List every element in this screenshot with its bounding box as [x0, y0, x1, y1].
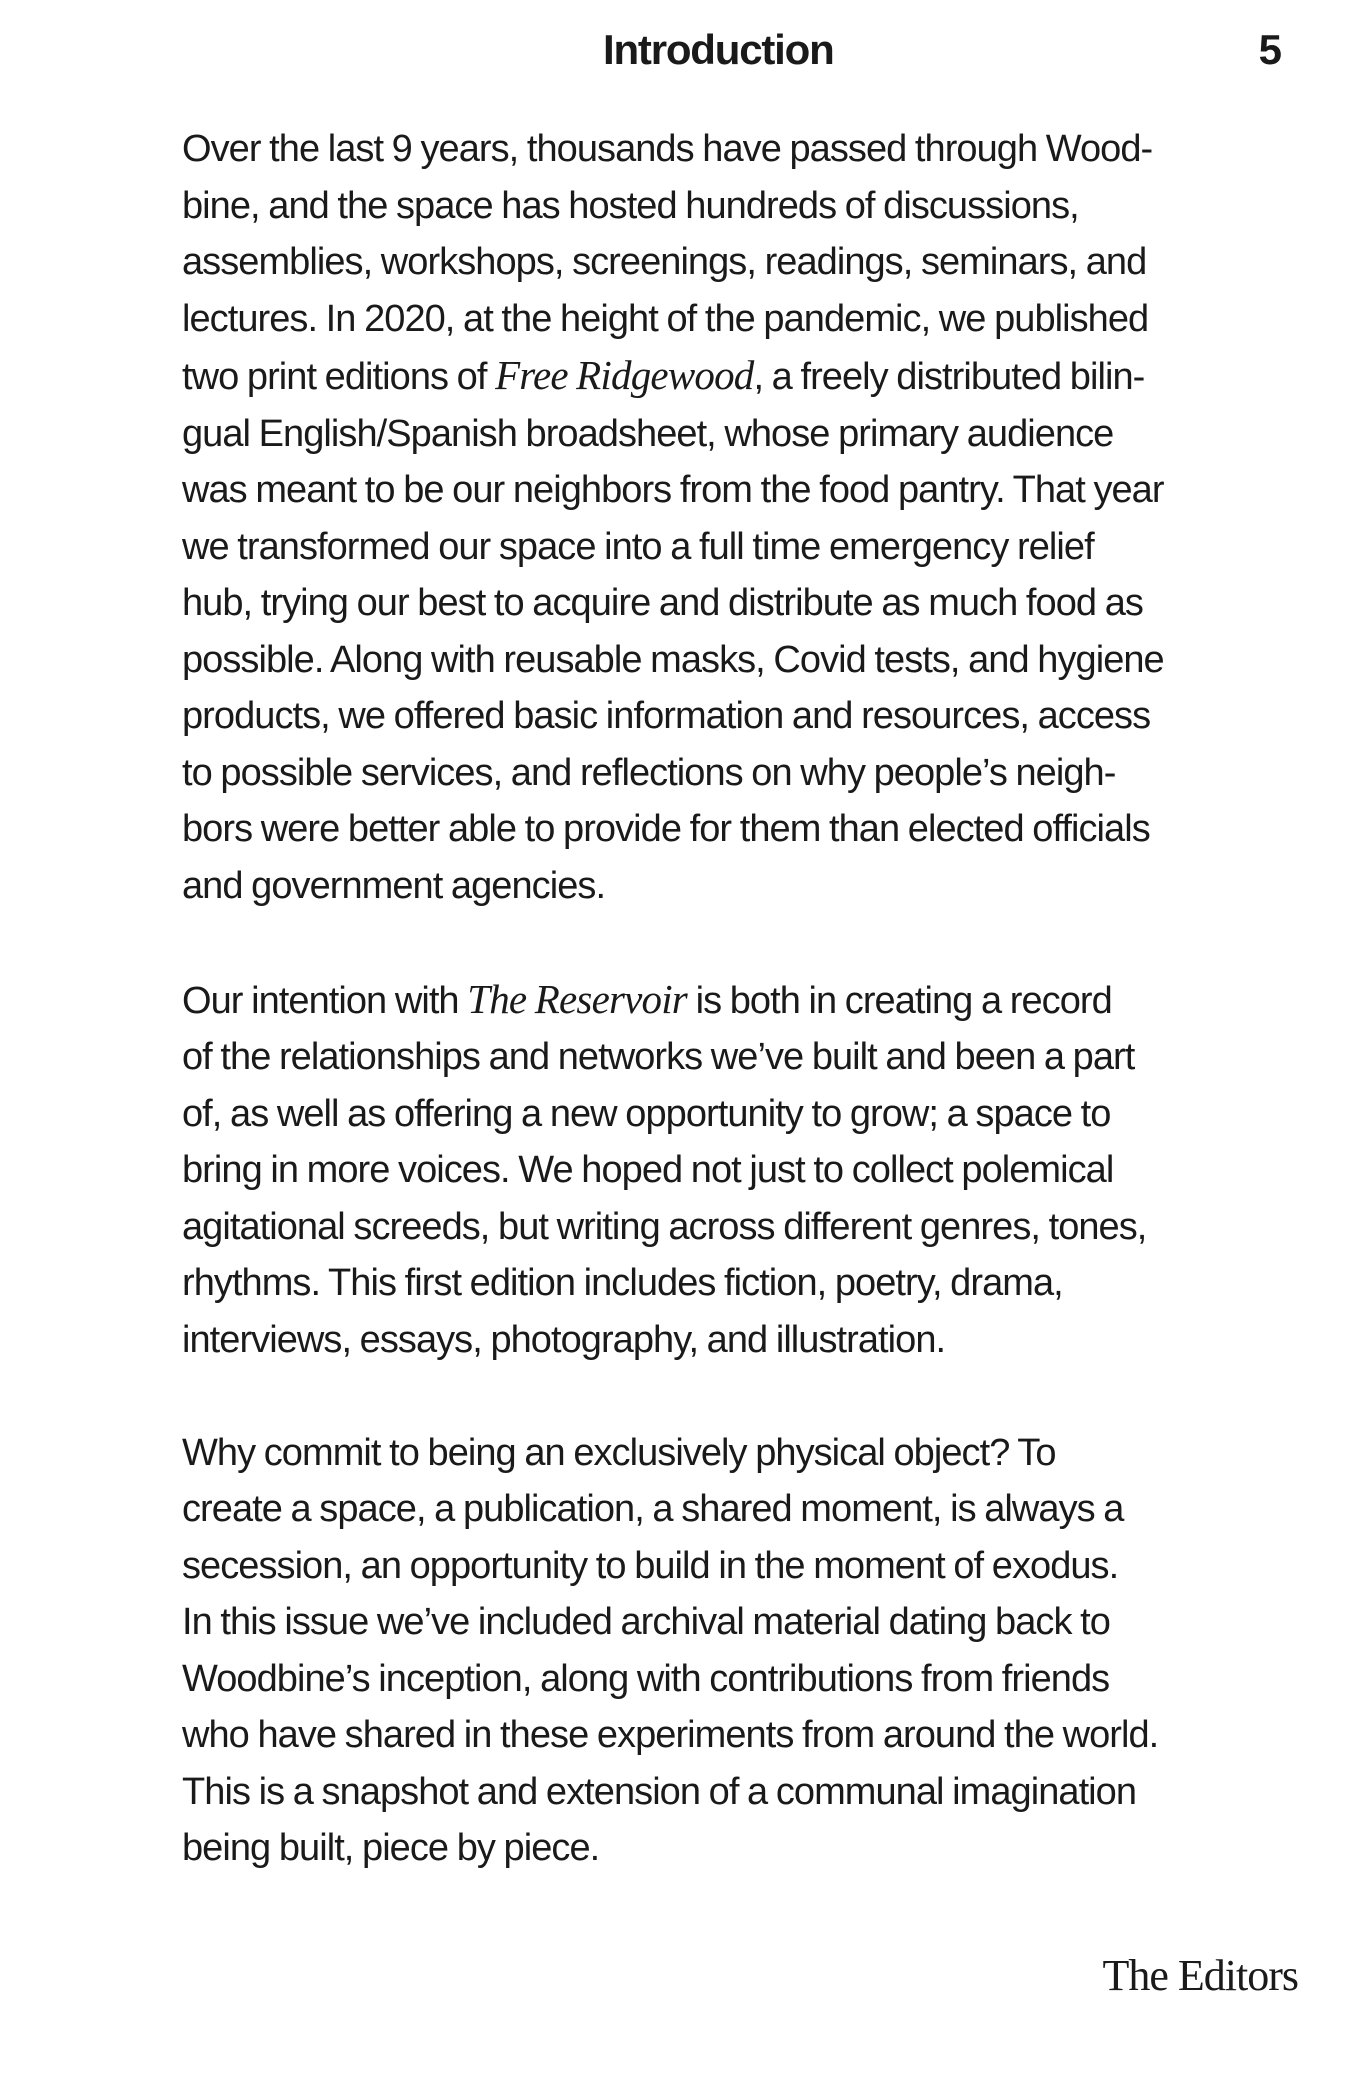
text-line: bine, and the space has hosted hundreds of discussions,	[182, 184, 1079, 227]
text-line: products, we offered basic information and resources, access	[182, 695, 1151, 737]
text-line: create a space, a publication, a shared moment, is always a	[182, 1488, 1124, 1530]
text-line: and government agencies.	[182, 864, 606, 907]
text-line: Woodbine’s inception, along with contributions from friends	[182, 1657, 1110, 1700]
line-text: is both in creating a record	[686, 979, 1112, 1022]
text-line: This is a snapshot and extension of a communal imagination	[182, 1770, 1137, 1813]
signature: The Editors	[1102, 1951, 1298, 2000]
text-line	[182, 971, 1302, 1030]
text-line: rhythms. This first edition includes fiction, poetry, drama,	[182, 1262, 1063, 1304]
text-line: bring in more voices. We hoped not just to collect polemical	[182, 1149, 1114, 1191]
text-line: interviews, essays, photography, and illustration.	[182, 1318, 946, 1361]
text-line: Why commit to being an exclusively physical object? To	[182, 1431, 1056, 1474]
text-line: gual English/Spanish broadsheet, whose primary audience	[182, 412, 1114, 455]
text-line: who have shared in these experiments from around the world.	[182, 1714, 1159, 1756]
publication-title: The Reservoir	[467, 975, 687, 1022]
text-line: lectures. In 2020, at the height of the pandemic, we published	[182, 297, 1149, 340]
section-title: Introduction	[603, 26, 834, 73]
text-line: to possible services, and reflections on why people’s neigh-	[182, 751, 1116, 794]
line-text: Our intention with	[182, 979, 468, 1022]
text-line: being built, piece by piece.	[182, 1827, 600, 1869]
line-text: two print editions of	[182, 356, 496, 398]
text-line: assemblies, workshops, screenings, readings, seminars, and	[182, 241, 1147, 283]
text-line: of the relationships and networks we’ve built and been a part	[182, 1036, 1135, 1078]
text-line: secession, an opportunity to build in the moment of exodus.	[182, 1544, 1119, 1587]
paragraph	[182, 971, 1302, 1369]
page-number: 5	[1258, 26, 1282, 73]
text-line: bors were better able to provide for them than elected officials	[182, 808, 1150, 850]
text-line: agitational screeds, but writing across different genres, tones,	[182, 1205, 1147, 1248]
text-line: was meant to be our neighbors from the food pantry. That year	[182, 469, 1164, 511]
paragraph	[182, 121, 1302, 914]
publication-title: Free Ridgewood	[495, 352, 754, 398]
text-line	[182, 347, 1302, 406]
running-header	[0, 20, 1350, 80]
text-line: we transformed our space into a full time emergency relief	[182, 525, 1094, 568]
text-line: of, as well as offering a new opportunity to grow; a space to	[182, 1092, 1111, 1135]
line-text: , a freely distributed bilin-	[753, 356, 1145, 398]
paragraph	[182, 1425, 1302, 1877]
text-line: possible. Along with reusable masks, Covid tests, and hygiene	[182, 638, 1164, 681]
introduction-body	[182, 121, 1302, 1877]
text-line: In this issue we’ve included archival material dating back to	[182, 1601, 1110, 1643]
text-line: Over the last 9 years, thousands have passed through Wood-	[182, 128, 1153, 170]
text-line: hub, trying our best to acquire and distribute as much food as	[182, 582, 1143, 624]
